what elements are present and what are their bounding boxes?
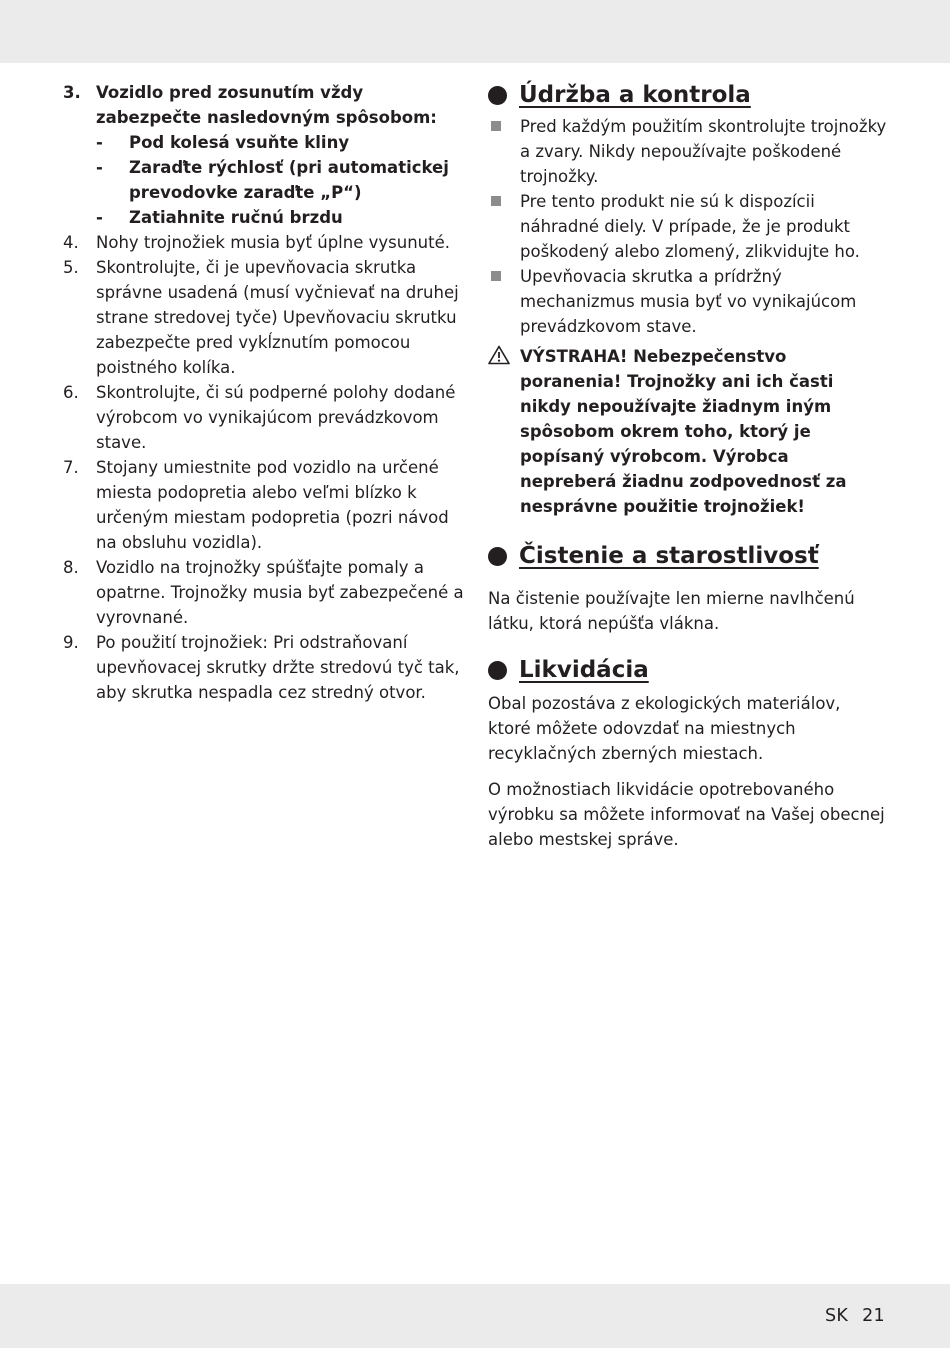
square-bullet-icon xyxy=(491,271,501,281)
step-number: 9. xyxy=(63,633,79,652)
section-title: Údržba a kontrola xyxy=(519,82,751,108)
assembly-steps-list xyxy=(63,80,468,705)
step-number: 8. xyxy=(63,558,79,577)
square-bullet-icon xyxy=(491,196,501,206)
step-number: 4. xyxy=(63,233,79,252)
list-item-text: Upevňovacia skrutka a prídržný mechanizmus musia byť vo vynikajúcom prevádzkovom stave. xyxy=(520,267,857,336)
step-text: Vozidlo pred zosunutím vždy zabezpečte nasledovným spôsobom: xyxy=(96,83,437,127)
section-heading-maintenance xyxy=(488,80,888,110)
header-band xyxy=(0,0,950,63)
step-item xyxy=(63,230,468,255)
step-item xyxy=(63,380,468,455)
section-title: Likvidácia xyxy=(519,657,649,683)
page-number: 21 xyxy=(862,1306,885,1326)
warning-text: VÝSTRAHA! Nebezpečenstvo poranenia! Trojnožky ani ich časti nikdy nepoužívajte žiadnym iným spôsobom okrem toho, ktorý je popísaný výrobcom. Výrobca nepreberá žiadnu zodpovednosť za nesprávne použitie trojnožiek! xyxy=(520,347,847,516)
step-text: Po použití trojnožiek: Pri odstraňovaní upevňovacej skrutky držte stredovú tyč tak, aby skrutka nespadla cez stredný otvor. xyxy=(96,633,460,702)
step-number: 5. xyxy=(63,258,79,277)
step-item xyxy=(63,630,468,705)
bullet-dot-icon xyxy=(488,547,507,566)
sub-item-text: Pod kolesá vsuňte kliny xyxy=(129,133,350,152)
sub-item-text: Zaraďte rýchlosť (pri automatickej prevodovke zaraďte „P“) xyxy=(129,158,449,202)
step-number: 6. xyxy=(63,383,79,402)
step-item xyxy=(63,555,468,630)
step-text: Vozidlo na trojnožky spúšťajte pomaly a opatrne. Trojnožky musia byť zabezpečené a vyrovnané. xyxy=(96,558,464,627)
bullet-dot-icon xyxy=(488,86,507,105)
section-heading-cleaning xyxy=(488,541,888,571)
sub-list-item: - Pod kolesá vsuňte kliny xyxy=(96,133,350,152)
step-item xyxy=(63,80,468,230)
footer-band xyxy=(0,1284,950,1348)
cleaning-text: Na čistenie používajte len mierne navlhčenú látku, ktorá nepúšťa vlákna. xyxy=(488,589,855,633)
disposal-paragraph: O možnostiach likvidácie opotrebovaného výrobku sa môžete informovať na Vašej obecnej alebo mestskej správe. xyxy=(488,780,885,849)
step-text: Stojany umiestnite pod vozidlo na určené miesta podopretia alebo veľmi blízko k určeným miestam podopretia (pozri návod na obsluhu vozidla). xyxy=(96,458,449,552)
step-item xyxy=(63,255,468,380)
step-text: Nohy trojnožiek musia byť úplne vysunuté. xyxy=(96,233,450,252)
step-number: 7. xyxy=(63,458,79,477)
list-item-text: Pred každým použitím skontrolujte trojnožky a zvary. Nikdy nepoužívajte poškodené trojnožky. xyxy=(520,117,887,186)
step-sub-list xyxy=(96,130,468,230)
step-number: 3. xyxy=(63,83,81,102)
list-item xyxy=(488,114,888,189)
warning-triangle-icon xyxy=(488,345,510,365)
sub-list-item: - Zaraďte rýchlosť (pri automatickej prevodovke zaraďte „P“) xyxy=(96,158,449,202)
language-code: SK xyxy=(824,1306,849,1326)
sub-item-text: Zatiahnite ručnú brzdu xyxy=(129,208,343,227)
section-title: Čistenie a starostlivosť xyxy=(519,543,819,569)
warning-block xyxy=(488,344,888,519)
step-text: Skontrolujte, či je upevňovacia skrutka správne usadená (musí vyčnievať na druhej strane stredovej tyče) Upevňovaciu skrutku zabezpečte pred vykĺznutím pomocou poistného kolíka. xyxy=(96,258,459,377)
square-bullet-icon xyxy=(491,121,501,131)
list-item-text: Pre tento produkt nie sú k dispozícii náhradné diely. V prípade, že je produkt poškodený alebo zlomený, zlikvidujte ho. xyxy=(520,192,860,261)
bullet-dot-icon xyxy=(488,661,507,680)
list-item xyxy=(488,264,888,339)
maintenance-list xyxy=(488,114,888,339)
section-heading-disposal xyxy=(488,655,888,685)
step-item xyxy=(63,455,468,555)
disposal-paragraph: Obal pozostáva z ekologických materiálov, ktoré môžete odovzdať na miestnych recyklačných zberných miestach. xyxy=(488,694,841,763)
step-text: Skontrolujte, či sú podperné polohy dodané výrobcom vo vynikajúcom prevádzkovom stave. xyxy=(96,383,456,452)
sub-list-item: - Zatiahnite ručnú brzdu xyxy=(96,208,343,227)
right-column xyxy=(488,80,888,852)
list-item xyxy=(488,189,888,264)
left-column xyxy=(63,80,468,705)
page-footer xyxy=(825,1306,885,1326)
